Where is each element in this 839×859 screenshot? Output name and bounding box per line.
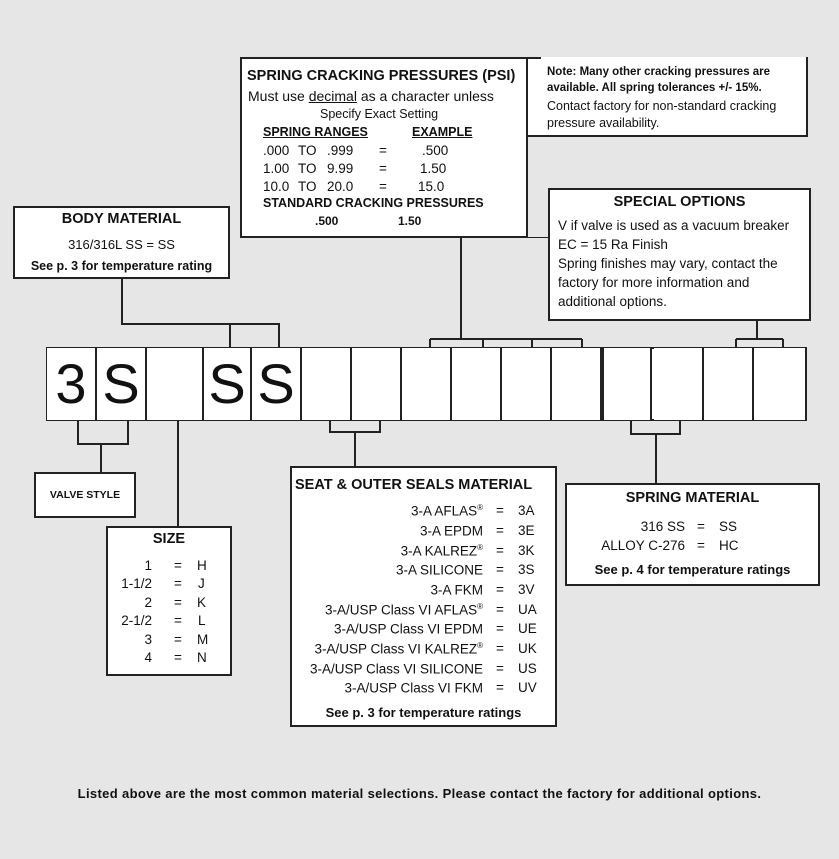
special-option-line: EC = 15 Ra Finish [558,237,668,252]
special-options-title: SPECIAL OPTIONS [613,194,746,210]
note-line: Note: Many other cracking pressures are [547,66,771,78]
code-cell [352,348,402,420]
seat-seals-footer: See p. 3 for temperature ratings [325,705,522,720]
note-divider [526,135,528,238]
example-header: EXAMPLE [412,125,473,139]
code-cell [704,348,754,420]
code-cell [302,348,352,420]
code-cell: S [202,348,252,420]
body-material-note: See p. 3 for temperature rating [30,259,213,273]
code-cell [502,348,552,420]
footer-note: Listed above are the most common material selections. Please contact the factory for additional options. [77,786,762,801]
spring-ranges-header: SPRING RANGES [263,125,368,139]
note-line: available. All spring tolerances +/- 15%. [547,82,762,94]
code-cell: S [252,348,302,420]
code-cell: S [97,348,147,420]
note-line: pressure availability. [547,116,660,130]
valve-style-title: VALVE STYLE [49,489,121,501]
note-panel [541,57,806,135]
note-line: Contact factory for non-standard cracking [547,99,777,113]
special-options-box [548,188,811,321]
valve-style-box [34,472,136,518]
size-box: SIZE 1 = H 1-1/2 = J 2 = K 2-1/2 = L 3 = M 4 = N [106,526,232,676]
spring-material-footer: See p. 4 for temperature ratings [594,562,791,577]
code-cell [402,348,452,420]
seat-seals-box: SEAT & OUTER SEALS MATERIAL 3-A AFLAS® = 3A 3-A EPDM = 3E 3-A KALREZ® = 3K 3-A SILICONE = 3S 3-A FKM = 3V 3-A/USP Class VI AFLAS® = UA 3-A/USP Class VI EPDM = UE 3-A/USP Class VI KALREZ® = UK 3-A/USP Class VI SILICONE = US 3-A/USP Class VI FKM = UV See p. 3 for temperature ratings [290,466,557,727]
special-option-line: factory for more information and [558,275,750,290]
spring-material-box: SPRING MATERIAL 316 SS = SS ALLOY C-276 = HC See p. 4 for temperature ratings [565,483,820,586]
code-cell [602,348,652,420]
note-divider [526,57,528,137]
special-option-line: V if valve is used as a vacuum breaker [558,218,790,233]
spring-material-title: SPRING MATERIAL [625,490,760,506]
body-material-value: 316/316L SS = SS [68,237,175,252]
code-cell [552,348,602,420]
decimal-instruction: Must use decimal as a character unless [248,88,494,104]
body-material-title: BODY MATERIAL [61,211,182,227]
seat-seals-title: SEAT & OUTER SEALS MATERIAL [295,477,533,493]
spring-cracking-title: SPRING CRACKING PRESSURES (PSI) [247,68,516,84]
specify-exact-setting: Specify Exact Setting [320,107,439,121]
standard-cracking-title: STANDARD CRACKING PRESSURES [263,196,484,210]
code-cell: 3 [47,348,97,420]
special-option-line: Spring finishes may vary, contact the [558,256,778,271]
standard-value: 1.50 [398,214,422,228]
code-cell [654,348,704,420]
spring-cracking-box: SPRING CRACKING PRESSURES (PSI) Must use decimal as a character unless Specify Exact Setting SPRING RANGES EXAMPLE .000 TO .999 = .500 1.00 TO 9.99 = 1.50 10.0 TO 20.0 = 15.0 STANDARD CRACKING PRESSURES .500 1.50 [240,57,808,238]
standard-value: .500 [315,214,339,228]
code-cell [452,348,502,420]
code-cell [147,348,202,420]
special-option-line: additional options. [558,294,667,309]
body-material-box [13,206,230,279]
code-cell [754,348,805,420]
size-title: SIZE [152,531,186,547]
